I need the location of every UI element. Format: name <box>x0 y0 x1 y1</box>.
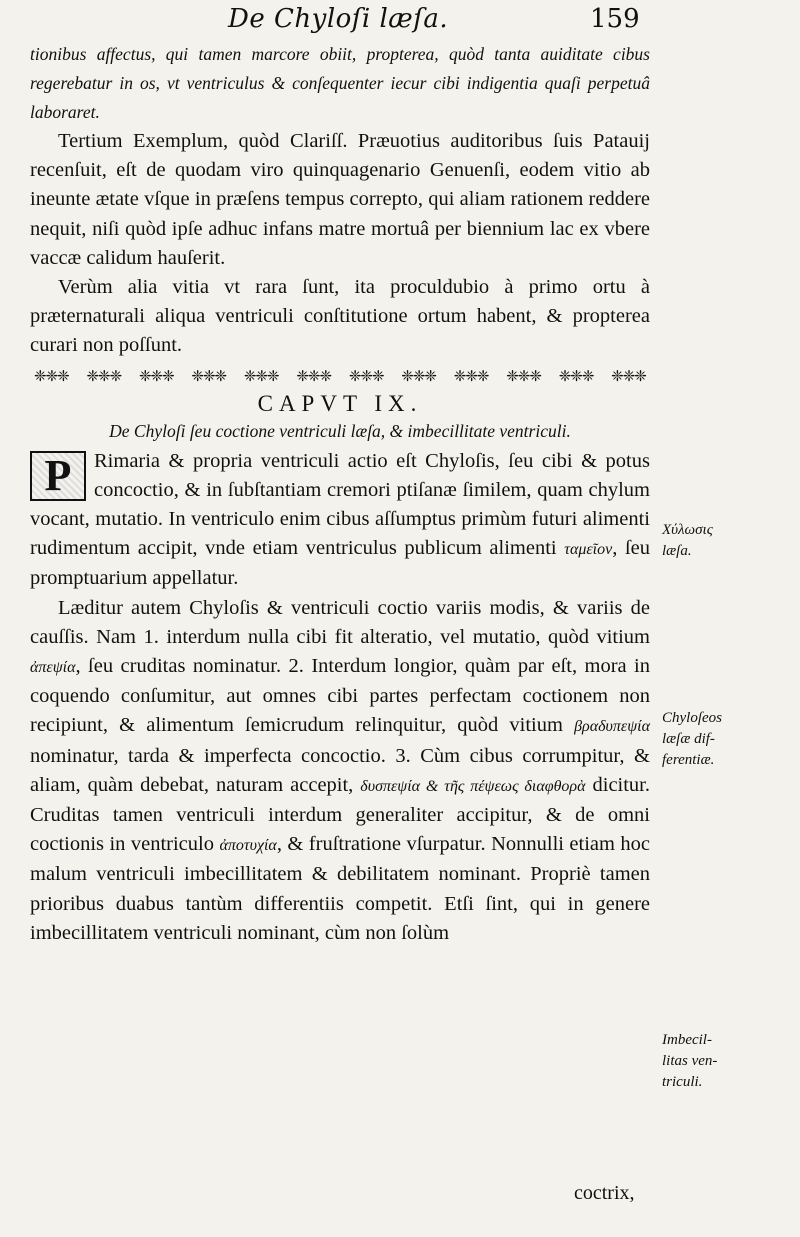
ornament-unit: ❈❈❈ <box>401 366 436 385</box>
page-number: 159 <box>590 4 640 34</box>
greek-word: βραδυπεψία <box>574 718 650 736</box>
ornament-unit: ❈❈❈ <box>611 366 646 385</box>
main-text-1: Læditur autem Chyloſis & ventriculi coctio variis modis, & variis de cauſſis. Nam 1. interdum nulla cibi fit alteratio, vel mutatio, quòd vitium <box>30 596 650 648</box>
main-text-5: , & fruſtratione vſurpatur. Nonnulli etiam hoc malum ventriculi imbecillitatem & debilitatem nominant. Propriè tamen prioribus duabus tantùm differentiis competit. Etſi ſint, qui in genere imbecillitatem ventriculi nominant, cùm non ſolùm <box>30 833 650 944</box>
dropcap-paragraph <box>30 447 650 594</box>
main-text-2: , ſeu cruditas nominatur. 2. Interdum longior, quàm par eſt, mora in coquendo conſumitur, aut omnes cibi partes perfectam coctionem non recipiunt, & alimentum ſemicrudum relinquitur, quòd vitium <box>30 655 650 737</box>
ornament-unit: ❈❈❈ <box>243 366 279 385</box>
ornamental-divider <box>30 365 650 387</box>
dropcap-text-2: , ſeu promptuarium appellatur. <box>30 537 650 590</box>
ornament-unit: ❈❈❈ <box>191 366 227 385</box>
carryover-italic-text: tionibus affectus, qui tamen marcore obiit, propterea, quòd tanta auiditate cibus regerebatur in os, vt ventriculus & conſequenter iecur cibi indigentia quaſi perpetuâ laboraret. <box>30 44 650 122</box>
ornament-unit: ❈❈❈ <box>86 366 122 385</box>
running-title: De Chyloſi læſa. <box>228 4 449 34</box>
margin-line: Chyloſeos <box>662 710 722 726</box>
greek-word: ἀπεψία <box>30 659 76 677</box>
drop-cap-initial: P <box>30 451 86 501</box>
greek-word: ταμεῖον <box>564 541 613 559</box>
marginal-note-differences <box>662 708 722 771</box>
margin-line: ferentiæ. <box>662 752 715 768</box>
margin-line: læſæ dif- <box>662 731 715 747</box>
main-text-4: dicitur. Cruditas tamen ventriculi interdum generaliter accipitur, & de omni coctionis in ventriculo <box>30 773 651 856</box>
chapter-heading: CAPVT IX. <box>257 390 423 416</box>
paragraph-rare-vices: Verùm alia vitia vt rara ſunt, ita proculdubio à primo ortu à præternaturali aliqua ventriculi conſtitutione ortum habent, & propterea curari non poſſunt. <box>30 276 650 357</box>
ornament-unit: ❈❈❈ <box>348 366 384 385</box>
ornament-unit: ❈❈❈ <box>138 366 174 385</box>
catchword: coctrix, <box>574 1182 635 1204</box>
paragraph-third-example: Tertium Exemplum, quòd Clariſſ. Præuotius auditoribus ſuis Patauij recenſuit, eſt de quodam viro quinquagenario Genuenſi, eodem vitio ab ineunte ætate vſque in præſens tempus correpto, qui aliam rationem reddere nequit, niſi quòd ipſe adhuc infans matre mortuâ per biennium lac ex vbere vaccæ calidum hauſerit. <box>30 130 650 269</box>
main-text-column <box>30 40 650 948</box>
running-head <box>0 0 800 40</box>
main-text-3: nominatur, tarda & imperfecta concoctio. 3. Cùm cibus corrumpitur, & aliam, quàm debebat, naturam accepit, <box>30 744 650 796</box>
ornament-unit: ❈❈❈ <box>506 366 541 385</box>
ornament-unit: ❈❈❈ <box>453 366 489 385</box>
ornament-unit: ❈❈❈ <box>558 366 594 385</box>
margin-line: Imbecil- <box>662 1032 712 1048</box>
margin-line: Χύλωσις <box>662 522 713 538</box>
margin-line: litas ven- <box>662 1053 718 1069</box>
greek-word: δυσπεψία & τῆς πέψεως διαφθορὰ <box>360 777 586 795</box>
paragraph-chylosis-definition <box>30 447 650 594</box>
marginal-note-chylosis <box>662 520 713 562</box>
chapter-subtitle: De Chyloſi ſeu coctione ventriculi læſa, & imbecillitate ventriculi. <box>109 420 571 441</box>
margin-line: triculi. <box>662 1074 703 1090</box>
margin-line: læſa. <box>662 543 692 559</box>
dropcap-text-1: Rimaria & propria ventriculi actio eſt Chyloſis, ſeu cibi & potus concoctio, & in ſubſtantiam cremori ptiſanæ ſimilem, quam chylum vocant, mutatio. In ventriculo enim cibus aſſumptus primùm futuri alimenti rudimentum accipit, vnde etiam ventriculus publicum alimenti <box>30 449 650 560</box>
greek-word: ἀποτυχία <box>219 837 277 855</box>
ornament-unit: ❈❈❈ <box>34 366 69 385</box>
paragraph-chylosis-lesions <box>30 594 650 948</box>
marginal-note-imbecillitas <box>662 1030 717 1093</box>
ornament-unit: ❈❈❈ <box>296 366 332 385</box>
